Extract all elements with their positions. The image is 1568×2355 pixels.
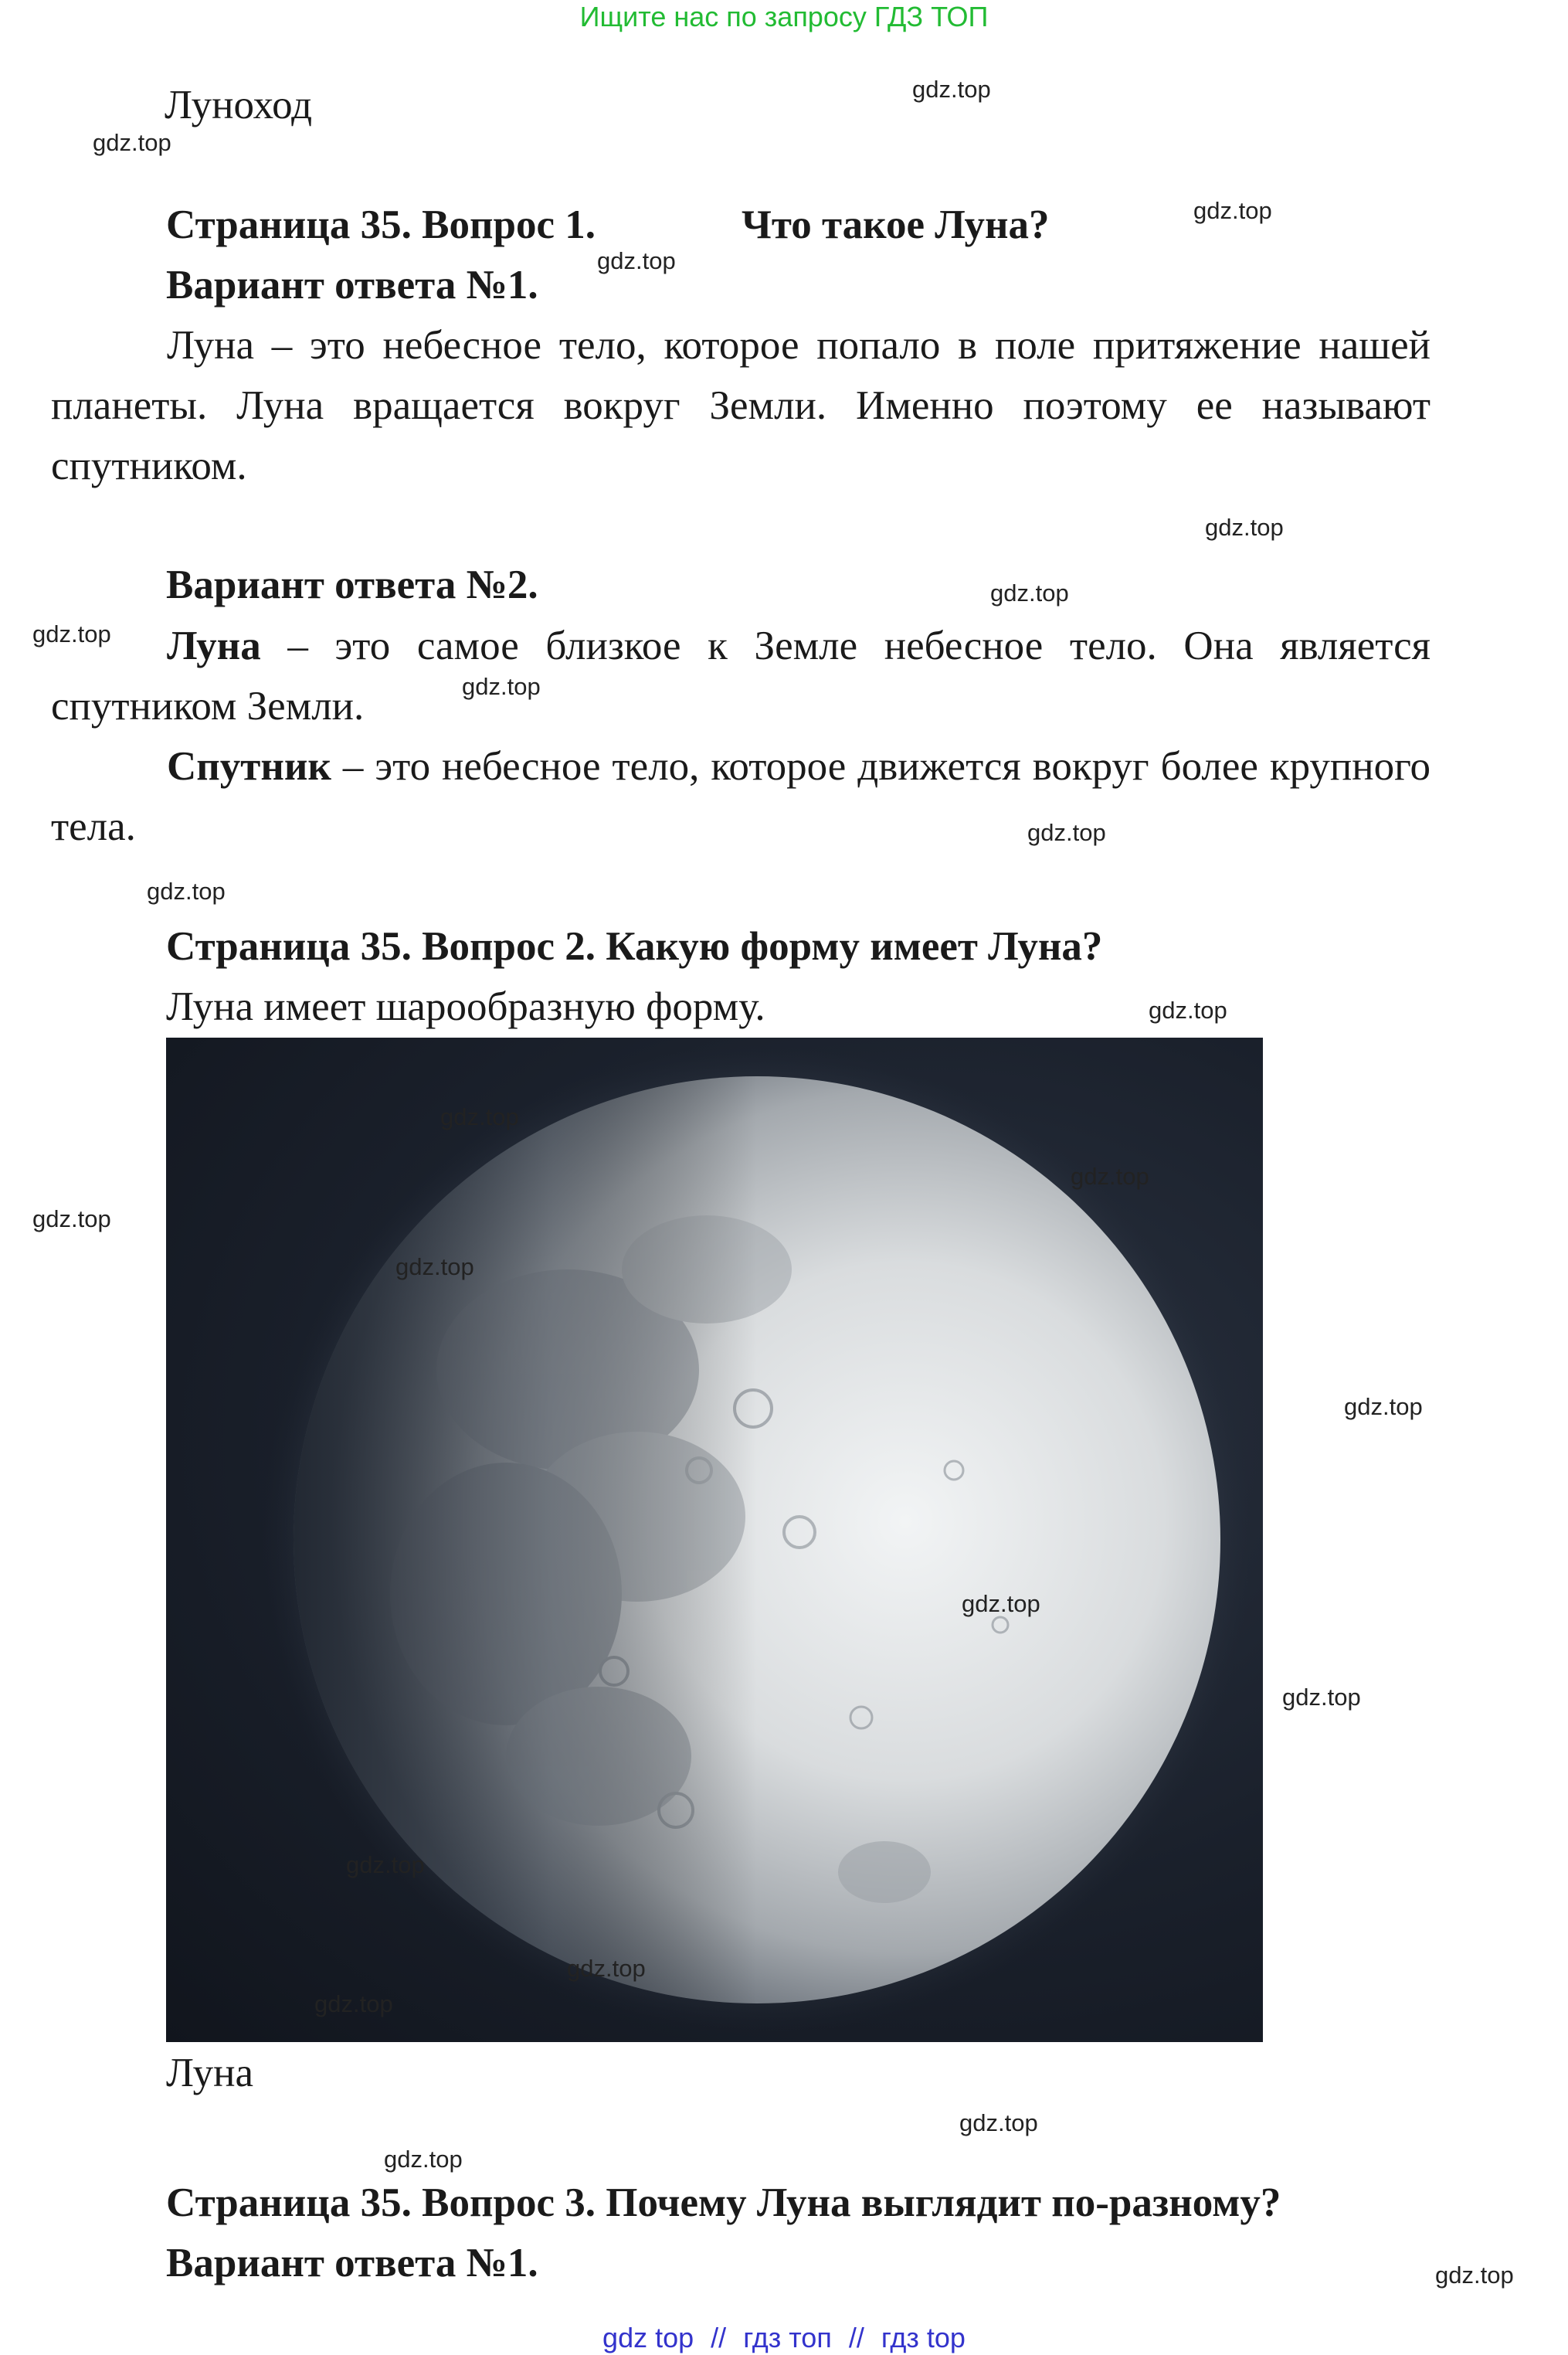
watermark: gdz.top <box>597 247 676 274</box>
watermark: gdz.top <box>32 1205 111 1232</box>
watermark: gdz.top <box>962 1590 1040 1617</box>
satellite-def-text: – это небесное тело, которое движется вокруг более крупного тела. <box>51 744 1431 849</box>
q2-heading: Страница 35. Вопрос 2. Какую форму имеет Луна? <box>166 924 1103 969</box>
watermark: gdz.top <box>346 1851 425 1878</box>
watermark: gdz.top <box>959 2109 1038 2136</box>
footer-link-gdz-top-mixed[interactable]: гдз top <box>881 2322 966 2353</box>
top-banner[interactable]: Ищите нас по запросу ГДЗ ТОП <box>579 1 989 32</box>
watermark: gdz.top <box>1435 2262 1514 2289</box>
watermark: gdz.top <box>1149 997 1227 1024</box>
watermark: gdz.top <box>912 76 991 103</box>
footer-link-gdz-top-ru[interactable]: гдз топ <box>743 2322 832 2353</box>
footer-separator: // <box>848 2322 864 2353</box>
watermark: gdz.top <box>462 673 541 700</box>
moon-def-text: – это самое близкое к Земле небесное тело. Она является спутником Земли. <box>51 624 1431 729</box>
moon-definition <box>51 616 1431 736</box>
footer-link-gdz-top[interactable]: gdz top <box>602 2322 694 2353</box>
footer-separator: // <box>711 2322 727 2353</box>
watermark: gdz.top <box>1071 1163 1149 1190</box>
q1-variant1-text: Луна – это небесное тело, которое попало в поле притяжение нашей планеты. Луна вращается вокруг Земли. Именно поэтому ее называют спутником. <box>51 323 1431 488</box>
footer-links <box>0 2321 1568 2355</box>
previous-image-caption: Луноход <box>165 83 313 127</box>
q3-variant1-label: Вариант ответа №1. <box>166 2241 538 2285</box>
moon-image-caption: Луна <box>166 2051 254 2095</box>
watermark: gdz.top <box>1205 514 1284 541</box>
q1-variant1-label: Вариант ответа №1. <box>166 263 538 308</box>
moon-term: Луна <box>167 624 261 668</box>
q1-variant2-label: Вариант ответа №2. <box>166 562 538 607</box>
satellite-definition <box>51 736 1431 857</box>
q1-question: Что такое Луна? <box>742 202 1050 247</box>
watermark: gdz.top <box>395 1253 474 1280</box>
watermark: gdz.top <box>567 1955 646 1982</box>
watermark: gdz.top <box>1344 1393 1423 1420</box>
watermark: gdz.top <box>1282 1684 1361 1711</box>
watermark: gdz.top <box>93 129 171 156</box>
watermark: gdz.top <box>384 2146 463 2173</box>
q2-answer: Луна имеет шарообразную форму. <box>166 984 765 1029</box>
watermark: gdz.top <box>990 579 1069 607</box>
watermark: gdz.top <box>1027 819 1106 846</box>
watermark: gdz.top <box>147 878 226 905</box>
q3-heading: Страница 35. Вопрос 3. Почему Луна выглядит по-разному? <box>166 2180 1281 2225</box>
watermark: gdz.top <box>440 1103 519 1130</box>
q1-heading: Страница 35. Вопрос 1. <box>166 202 596 247</box>
watermark: gdz.top <box>314 1990 393 2017</box>
watermark: gdz.top <box>1193 197 1272 224</box>
watermark: gdz.top <box>32 620 111 647</box>
satellite-term: Спутник <box>167 744 331 789</box>
